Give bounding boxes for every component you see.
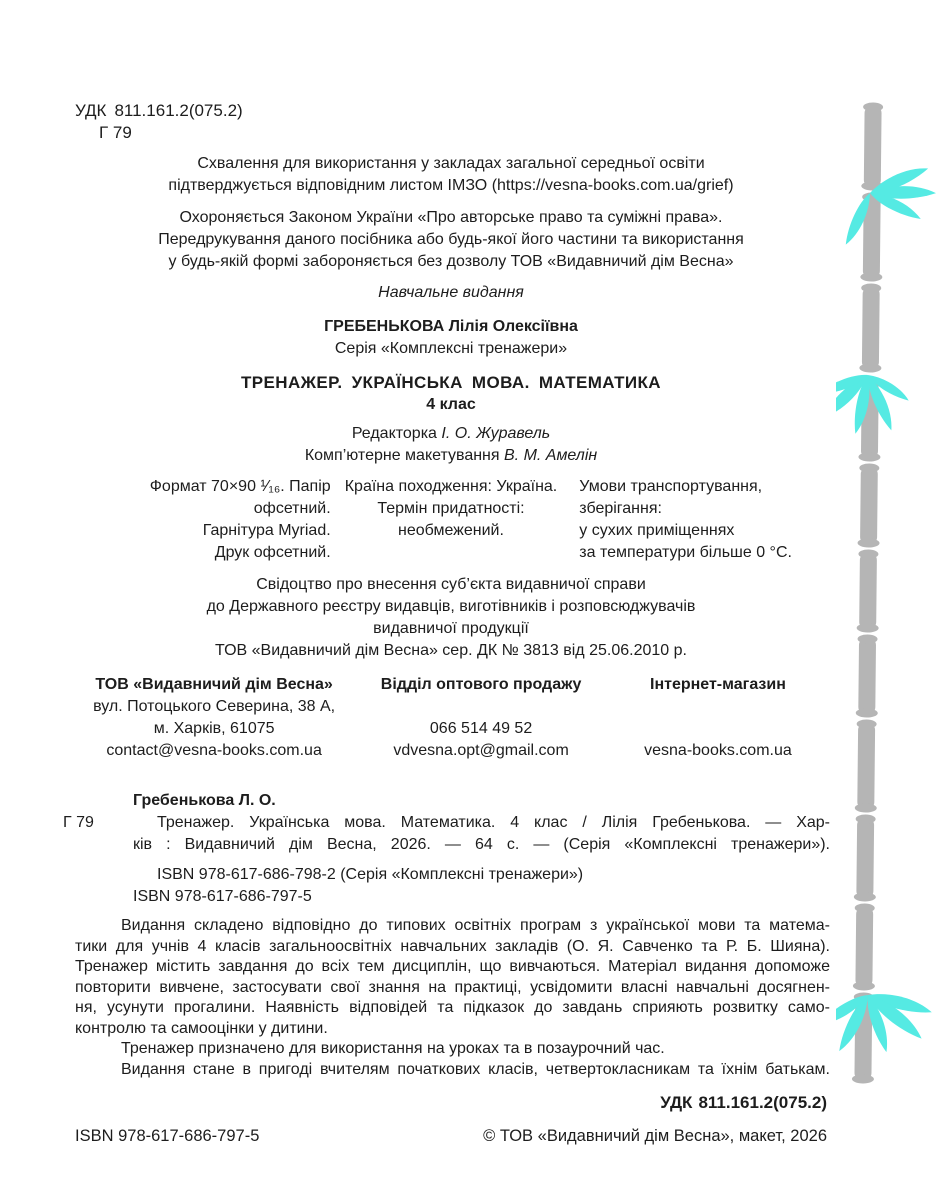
contact-column-publisher: [75, 674, 353, 762]
publisher-contacts: [75, 674, 827, 762]
udc-bottom-value: 811.161.2(075.2): [698, 1093, 827, 1112]
spacer: [353, 696, 609, 718]
author-block: [75, 316, 827, 360]
annotation-line-1: Видання складено відповідно до типових освітніх програм з української мови та матема-: [121, 917, 830, 934]
annotation-line-4: повторити вивчене, застосувати свої знання на практиці, усвідомити власні навчальні досягнен-: [75, 978, 830, 996]
bamboo-decoration: [836, 95, 936, 1095]
editor-line: [75, 423, 827, 445]
certificate-line-2: до Державного реєстру видавців, виготівників і розповсюджувачів: [206, 598, 696, 615]
copyright-notice: [75, 207, 827, 273]
contact-column-wholesale: [353, 674, 609, 762]
layout-name: В. М. Амелін: [504, 447, 598, 464]
series-name: Серія «Комплексні тренажери»: [334, 340, 568, 357]
catalog-card: [63, 790, 830, 908]
tech-print: Друк офсетний.: [214, 544, 331, 561]
approval-line-2: підтверджується відповідним листом ІМЗО (https://vesna-books.com.ua/grief): [168, 177, 734, 194]
udc-bottom-label: УДК: [660, 1093, 693, 1112]
wholesale-email: vdvesna.opt@gmail.com: [393, 742, 569, 759]
tech-typeface: Гарнітура Myriad.: [202, 522, 331, 539]
udc-block: [75, 100, 827, 144]
annotation-line-2: тики для учнів 4 класів загальноосвітніх навчальних закладів (О. Я. Савченко та Р. Б. Шияна).: [75, 937, 830, 955]
publisher-city: м. Харків, 61075: [153, 720, 275, 737]
technical-info: [75, 476, 827, 564]
store-website: vesna-books.com.ua: [644, 742, 792, 759]
footer-isbn: ISBN 978-617-686-797-5: [75, 1127, 260, 1145]
isbn-block: [133, 864, 830, 908]
isbn-main: ISBN 978-617-686-797-5: [133, 888, 312, 905]
certificate-line-4: ТОВ «Видавничий дім Весна» сер. ДК № 3813 від 25.06.2010 р.: [215, 642, 687, 659]
tech-storage-1: Умови транспортування, зберігання:: [579, 478, 763, 517]
spacer: [609, 718, 827, 740]
publisher-street: вул. Потоцького Северина, 38 А,: [93, 698, 336, 715]
udc-top-line: [75, 100, 827, 122]
imprint-content: [63, 0, 830, 1147]
book-title: ТРЕНАЖЕР. УКРАЇНСЬКА МОВА. МАТЕМАТИКА: [241, 373, 661, 392]
certificate-line-3: видавничої продукції: [373, 620, 529, 637]
spacer: [609, 696, 827, 718]
tech-format: Формат 70×90 ¹⁄₁₆. Папір офсетний.: [149, 478, 331, 517]
author-full-name: ГРЕБЕНЬКОВА Лілія Олексіївна: [324, 318, 578, 335]
tech-storage-2: у сухих приміщеннях: [579, 522, 735, 539]
annotation-line-8: Видання стане в пригоді вчителям початкових класів, четвертокласникам та їхнім батькам.: [121, 1060, 830, 1078]
author-code: Г 79: [99, 123, 132, 142]
catalog-line-2: ків : Видавничий дім Весна, 2026. — 64 с. — (Серія «Комплексні тренажери»).: [133, 836, 830, 853]
copyright-line-1: Охороняється Законом України «Про авторське право та суміжні права».: [179, 209, 723, 226]
tech-shelf-life-value: необмежений.: [398, 522, 504, 539]
publisher-name: ТОВ «Видавничий дім Весна»: [95, 676, 333, 693]
catalog-line-1: Тренажер. Українська мова. Математика. 4 клас / Лілія Гребенькова. — Хар-: [157, 814, 830, 831]
editor-name: І. О. Журавель: [441, 425, 551, 442]
tech-country: Країна походження: Україна.: [344, 478, 558, 495]
store-header: Інтернет-магазин: [650, 676, 786, 693]
annotation-line-3: Тренажер містить завдання до всіх тем дисциплін, що вивчаються. Матеріал видання допоможе: [75, 958, 830, 975]
annotation-line-6: контролю та самооцінки у дитини.: [75, 1019, 328, 1037]
wholesale-phone: 066 514 49 52: [429, 720, 533, 737]
approval-note: [75, 153, 827, 197]
editor-label: Редакторка: [351, 425, 437, 442]
contact-column-store: [609, 674, 827, 762]
tech-column-storage: [571, 476, 827, 564]
footer-copyright: © ТОВ «Видавничий дім Весна», макет, 2026: [483, 1127, 827, 1145]
title-block: [75, 372, 827, 416]
layout-line: [75, 445, 827, 467]
annotation-line-5: ня, усунути прогалини. Наявність відповідей та підказок до завдань сприяють розвитку само-: [75, 999, 830, 1016]
catalog-code: Г 79: [63, 814, 94, 831]
udc-label: УДК: [75, 101, 107, 120]
publisher-certificate: [75, 574, 827, 662]
udc-value: 811.161.2(075.2): [114, 101, 243, 120]
copyright-line-3: у будь-якій формі забороняється без дозволу ТОВ «Видавничий дім Весна»: [168, 253, 734, 270]
tech-shelf-life-label: Термін придатності:: [377, 500, 525, 517]
isbn-series: ISBN 978-617-686-798-2 (Серія «Комплексні тренажери»): [157, 866, 584, 883]
certificate-line-1: Свідоцтво про внесення суб’єкта видавничої справи: [256, 576, 646, 593]
wholesale-header: Відділ оптового продажу: [380, 676, 582, 693]
tech-column-origin: [331, 476, 572, 564]
annotation: [75, 916, 830, 1080]
publisher-email: contact@vesna-books.com.ua: [106, 742, 322, 759]
annotation-line-7: Тренажер призначено для використання на уроках та в позаурочний час.: [121, 1040, 665, 1057]
book-grade: 4 клас: [426, 396, 476, 413]
approval-line-1: Схвалення для використання у закладах загальної середньої освіти: [197, 155, 705, 172]
footer-row: [75, 1125, 827, 1147]
copyright-line-2: Передрукування даного посібника або будь-якої його частини та використання: [158, 231, 744, 248]
catalog-author: Гребенькова Л. О.: [133, 792, 276, 809]
layout-label: Комп’ютерне макетування: [304, 447, 500, 464]
edition-type: Навчальне видання: [378, 284, 524, 301]
tech-storage-3: за температури більше 0 °С.: [579, 544, 792, 561]
staff-block: [75, 423, 827, 467]
tech-column-format: [75, 476, 331, 564]
udc-bottom: [75, 1092, 827, 1114]
